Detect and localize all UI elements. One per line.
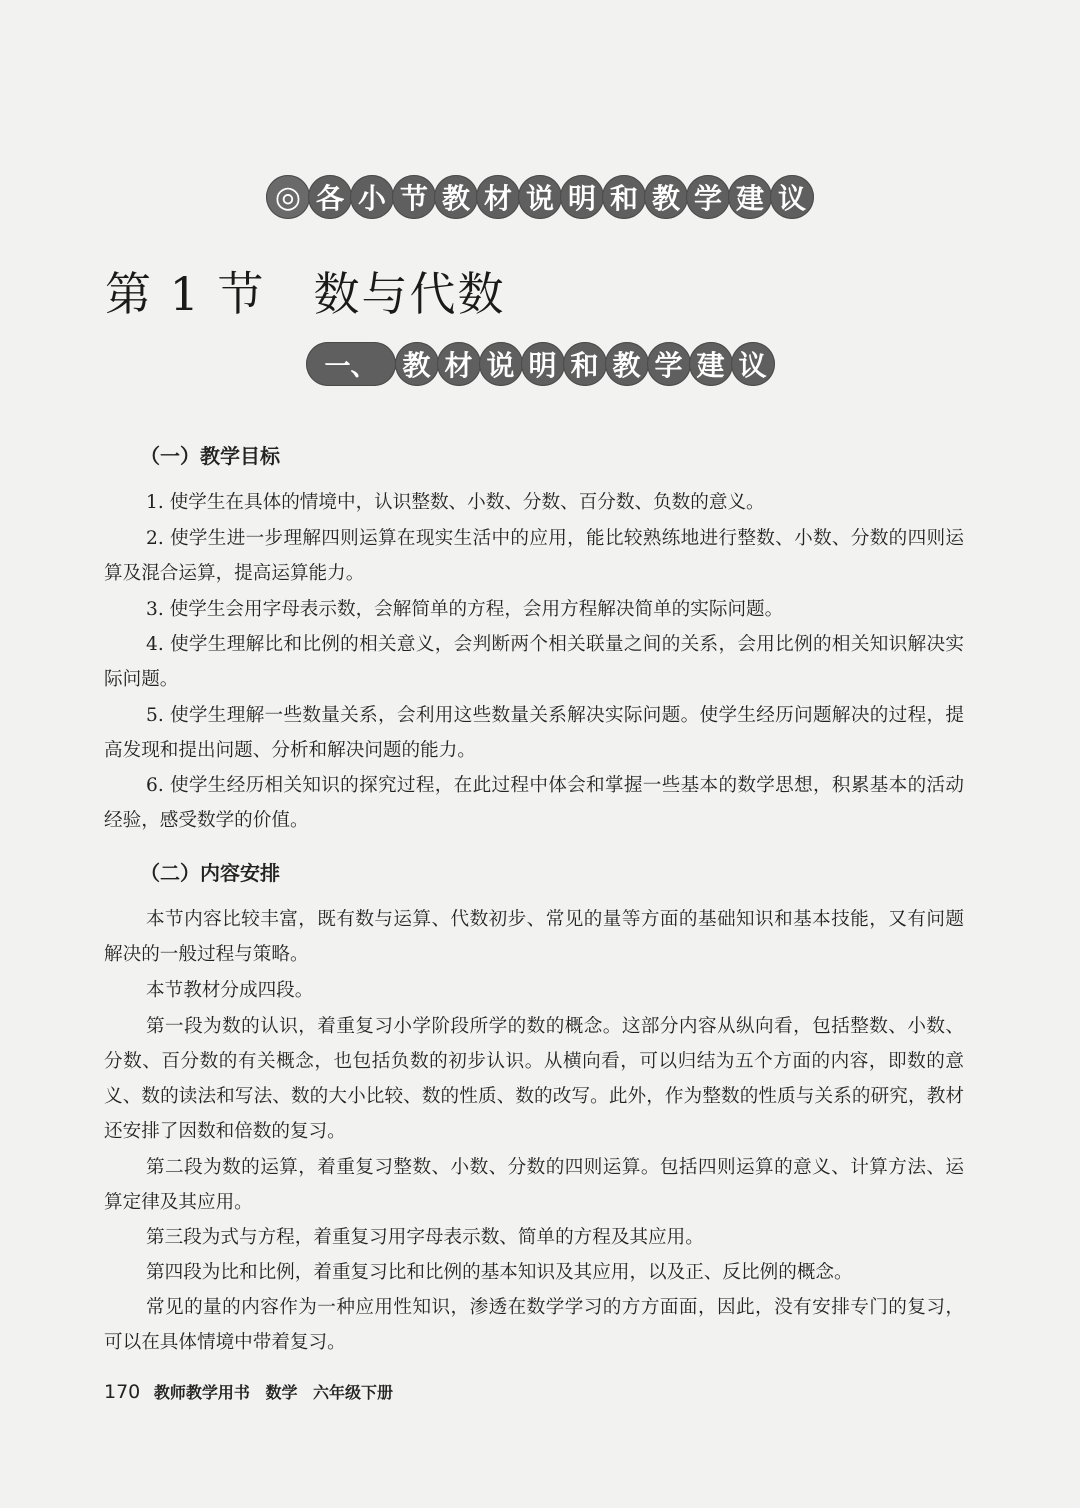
content-paragraph: 本节内容比较丰富，既有数与运算、代数初步、常见的量等方面的基础知识和基本技能，又有问题解决的一般过程与策略。 <box>104 909 964 965</box>
grade: 六年级下册 <box>313 1383 394 1402</box>
banner-char: 学 <box>686 175 730 219</box>
page-footer <box>104 1380 403 1403</box>
subsection-banner <box>0 342 1080 386</box>
banner-char: 节 <box>392 175 436 219</box>
banner-char: 说 <box>518 175 562 219</box>
goal-item: 4. 使学生理解比和比例的相关意义，会判断两个相关联量之间的关系，会用比例的相关知识解决实际问题。 <box>104 634 964 690</box>
banner-char: 和 <box>563 342 607 386</box>
banner-char: 说 <box>479 342 523 386</box>
section-number: 第 1 节 <box>105 267 266 321</box>
goal-item: 2. 使学生进一步理解四则运算在现实生活中的应用，能比较熟练地进行整数、小数、分数的四则运算及混合运算，提高运算能力。 <box>104 528 964 584</box>
banner-char: 材 <box>437 342 481 386</box>
banner-char: 教 <box>644 175 688 219</box>
goals-heading: （一）教学目标 <box>140 444 280 468</box>
banner-char: 各 <box>308 175 352 219</box>
banner-char: 学 <box>647 342 691 386</box>
banner-char: 教 <box>434 175 478 219</box>
banner-char: 建 <box>689 342 733 386</box>
goal-item: 5. 使学生理解一些数量关系，会利用这些数量关系解决实际问题。使学生经历问题解决的过程，提高发现和提出问题、分析和解决问题的能力。 <box>104 705 964 761</box>
banner-char: 明 <box>521 342 565 386</box>
banner-char: 小 <box>350 175 394 219</box>
banner-char: 教 <box>395 342 439 386</box>
content-paragraph: 常见的量的内容作为一种应用性知识，渗透在数学学习的方方面面，因此，没有安排专门的复习，可以在具体情境中带着复习。 <box>104 1297 964 1353</box>
banner-char: 议 <box>770 175 814 219</box>
content-paragraph: 第二段为数的运算，着重复习整数、小数、分数的四则运算。包括四则运算的意义、计算方法、运算定律及其应用。 <box>104 1157 964 1213</box>
banner-char: 建 <box>728 175 772 219</box>
section-title <box>105 258 506 324</box>
banner-char: 明 <box>560 175 604 219</box>
book-title: 教师教学用书 <box>153 1383 250 1402</box>
page-number: 170 <box>104 1381 141 1403</box>
content-heading: （二）内容安排 <box>140 861 280 885</box>
section-name: 数与代数 <box>313 267 506 321</box>
goal-item: 6. 使学生经历相关知识的探究过程，在此过程中体会和掌握一些基本的数学思想，积累基本的活动经验，感受数学的价值。 <box>104 775 964 831</box>
content-paragraph: 本节教材分成四段。 <box>146 980 314 1001</box>
banner-char: 教 <box>605 342 649 386</box>
banner-char: 和 <box>602 175 646 219</box>
content-paragraph: 第一段为数的认识，着重复习小学阶段所学的数的概念。这部分内容从纵向看，包括整数、小数、分数、百分数的有关概念，也包括负数的初步认识。从横向看，可以归结为五个方面的内容，即数的意义、数的读法和写法、数的大小比较、数的性质、数的改写。此外，作为整数的性质与关系的研究，教材还安排了因数和倍数的复习。 <box>104 1016 964 1142</box>
goal-item: 3. 使学生会用字母表示数，会解简单的方程，会用方程解决简单的实际问题。 <box>146 599 784 620</box>
goal-item: 1. 使学生在具体的情境中，认识整数、小数、分数、百分数、负数的意义。 <box>146 492 765 513</box>
content-paragraph: 第三段为式与方程，着重复习用字母表示数、简单的方程及其应用。 <box>146 1227 704 1248</box>
bullet-circle-icon: ◎ <box>266 175 310 219</box>
subject: 数学 <box>265 1383 298 1402</box>
banner-char: 材 <box>476 175 520 219</box>
banner-lead: 一、 <box>306 342 396 386</box>
chapter-banner <box>0 175 1080 219</box>
banner-char: 议 <box>731 342 775 386</box>
content-paragraph: 第四段为比和比例，着重复习比和比例的基本知识及其应用，以及正、反比例的概念。 <box>146 1262 853 1283</box>
